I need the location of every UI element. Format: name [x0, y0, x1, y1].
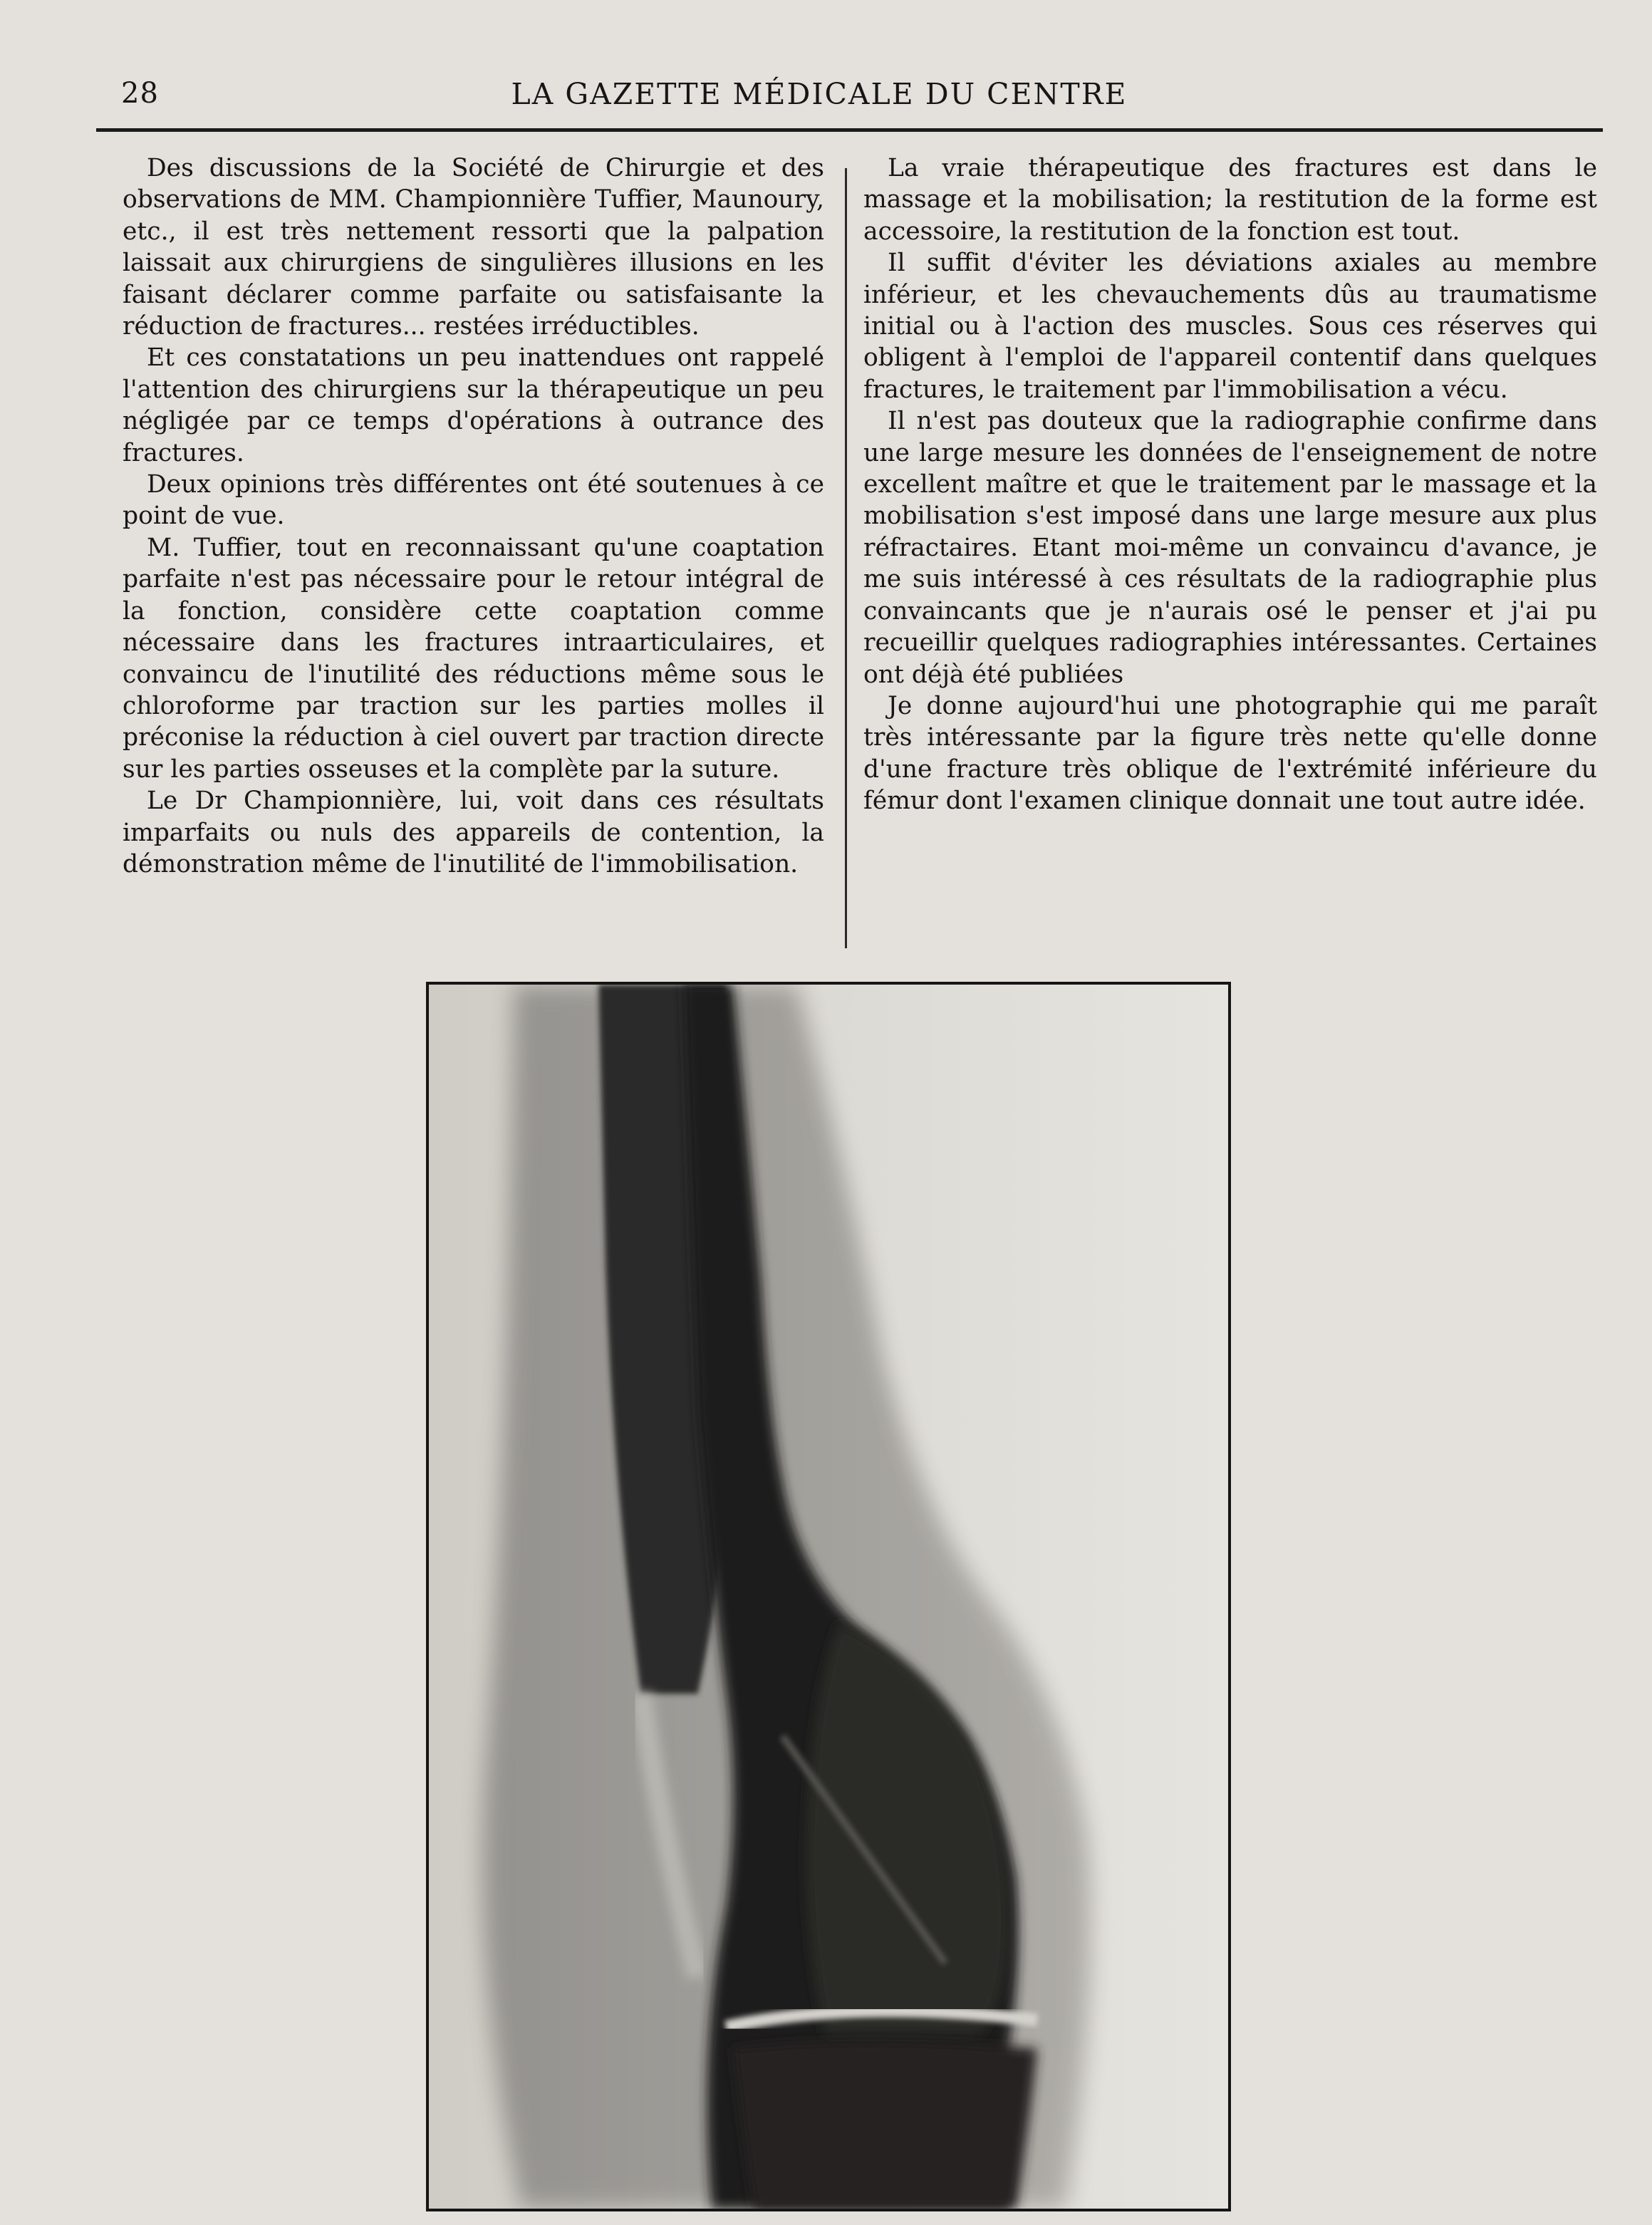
- page-number: 28: [121, 77, 159, 110]
- paragraph: Je donne aujourd'hui une photographie qui me paraît très intéressante par la figure très nette qu'elle donne d'une fracture très oblique de l'extrémité inférieure du fémur dont l'examen clinique donnait une tout autre idée.: [863, 691, 1597, 816]
- header-rule: [96, 128, 1603, 132]
- left-column: [123, 152, 824, 880]
- radiograph-figure: [426, 982, 1231, 2211]
- paragraph: Il n'est pas douteux que la radiographie confirme dans une large mesure les données de l'enseignement de notre excellent maître et que le traitement par le massage et la mobilisation s'est imposé dans une large mesure aux plus réfractaires. Etant moi-même un convaincu d'avance, je me suis intéressé à ces résultats de la radiographie plus convaincants que je n'aurais osé le penser et j'ai pu recueillir quelques radiographies intéressantes. Certaines ont déjà été publiées: [863, 407, 1597, 689]
- paragraph: Des discussions de la Société de Chirurgie et des observations de MM. Championnière Tuffier, Maunoury, etc., il est très nettement ressorti que la palpation laissait aux chirurgiens de singulières illusions en les faisant déclarer comme parfaite ou satisfaisante la réduction de fractures... restées irréductibles.: [123, 154, 824, 341]
- paragraph: La vraie thérapeutique des fractures est dans le massage et la mobilisation; la restitution de la forme est accessoire, la restitution de la fonction est tout.: [863, 154, 1597, 246]
- paragraph: Il suffit d'éviter les déviations axiales au membre inférieur, et les chevauchements dûs au traumatisme initial ou à l'action des muscles. Sous ces réserves qui obligent à l'emploi de l'appareil contentif dans quelques fractures, le traitement par l'immobilisation a vécu.: [863, 249, 1597, 404]
- paragraph: Le Dr Championnière, lui, voit dans ces résultats imparfaits ou nuls des appareils de contention, la démonstration même de l'inutilité de l'immobilisation.: [123, 787, 824, 878]
- radiograph-image: [429, 985, 1228, 2209]
- journal-title: LA GAZETTE MÉDICALE DU CENTRE: [511, 77, 1128, 111]
- paragraph: Deux opinions très différentes ont été soutenues à ce point de vue.: [123, 470, 824, 531]
- paragraph: Et ces constatations un peu inattendues ont rappelé l'attention des chirurgiens sur la thérapeutique un peu négligée par ce temps d'opérations à outrance des fractures.: [123, 343, 824, 467]
- page-header: [121, 71, 1517, 121]
- right-column: [863, 152, 1597, 817]
- column-divider: [845, 168, 847, 948]
- paragraph: M. Tuffier, tout en reconnaissant qu'une coaptation parfaite n'est pas nécessaire pour le retour intégral de la fonction, considère cette coaptation comme nécessaire dans les fractures intraarticulaires, et convaincu de l'inutilité des réductions même sous le chloroforme par traction sur les parties molles il préconise la réduction à ciel ouvert par traction directe sur les parties osseuses et la complète par la suture.: [123, 533, 824, 784]
